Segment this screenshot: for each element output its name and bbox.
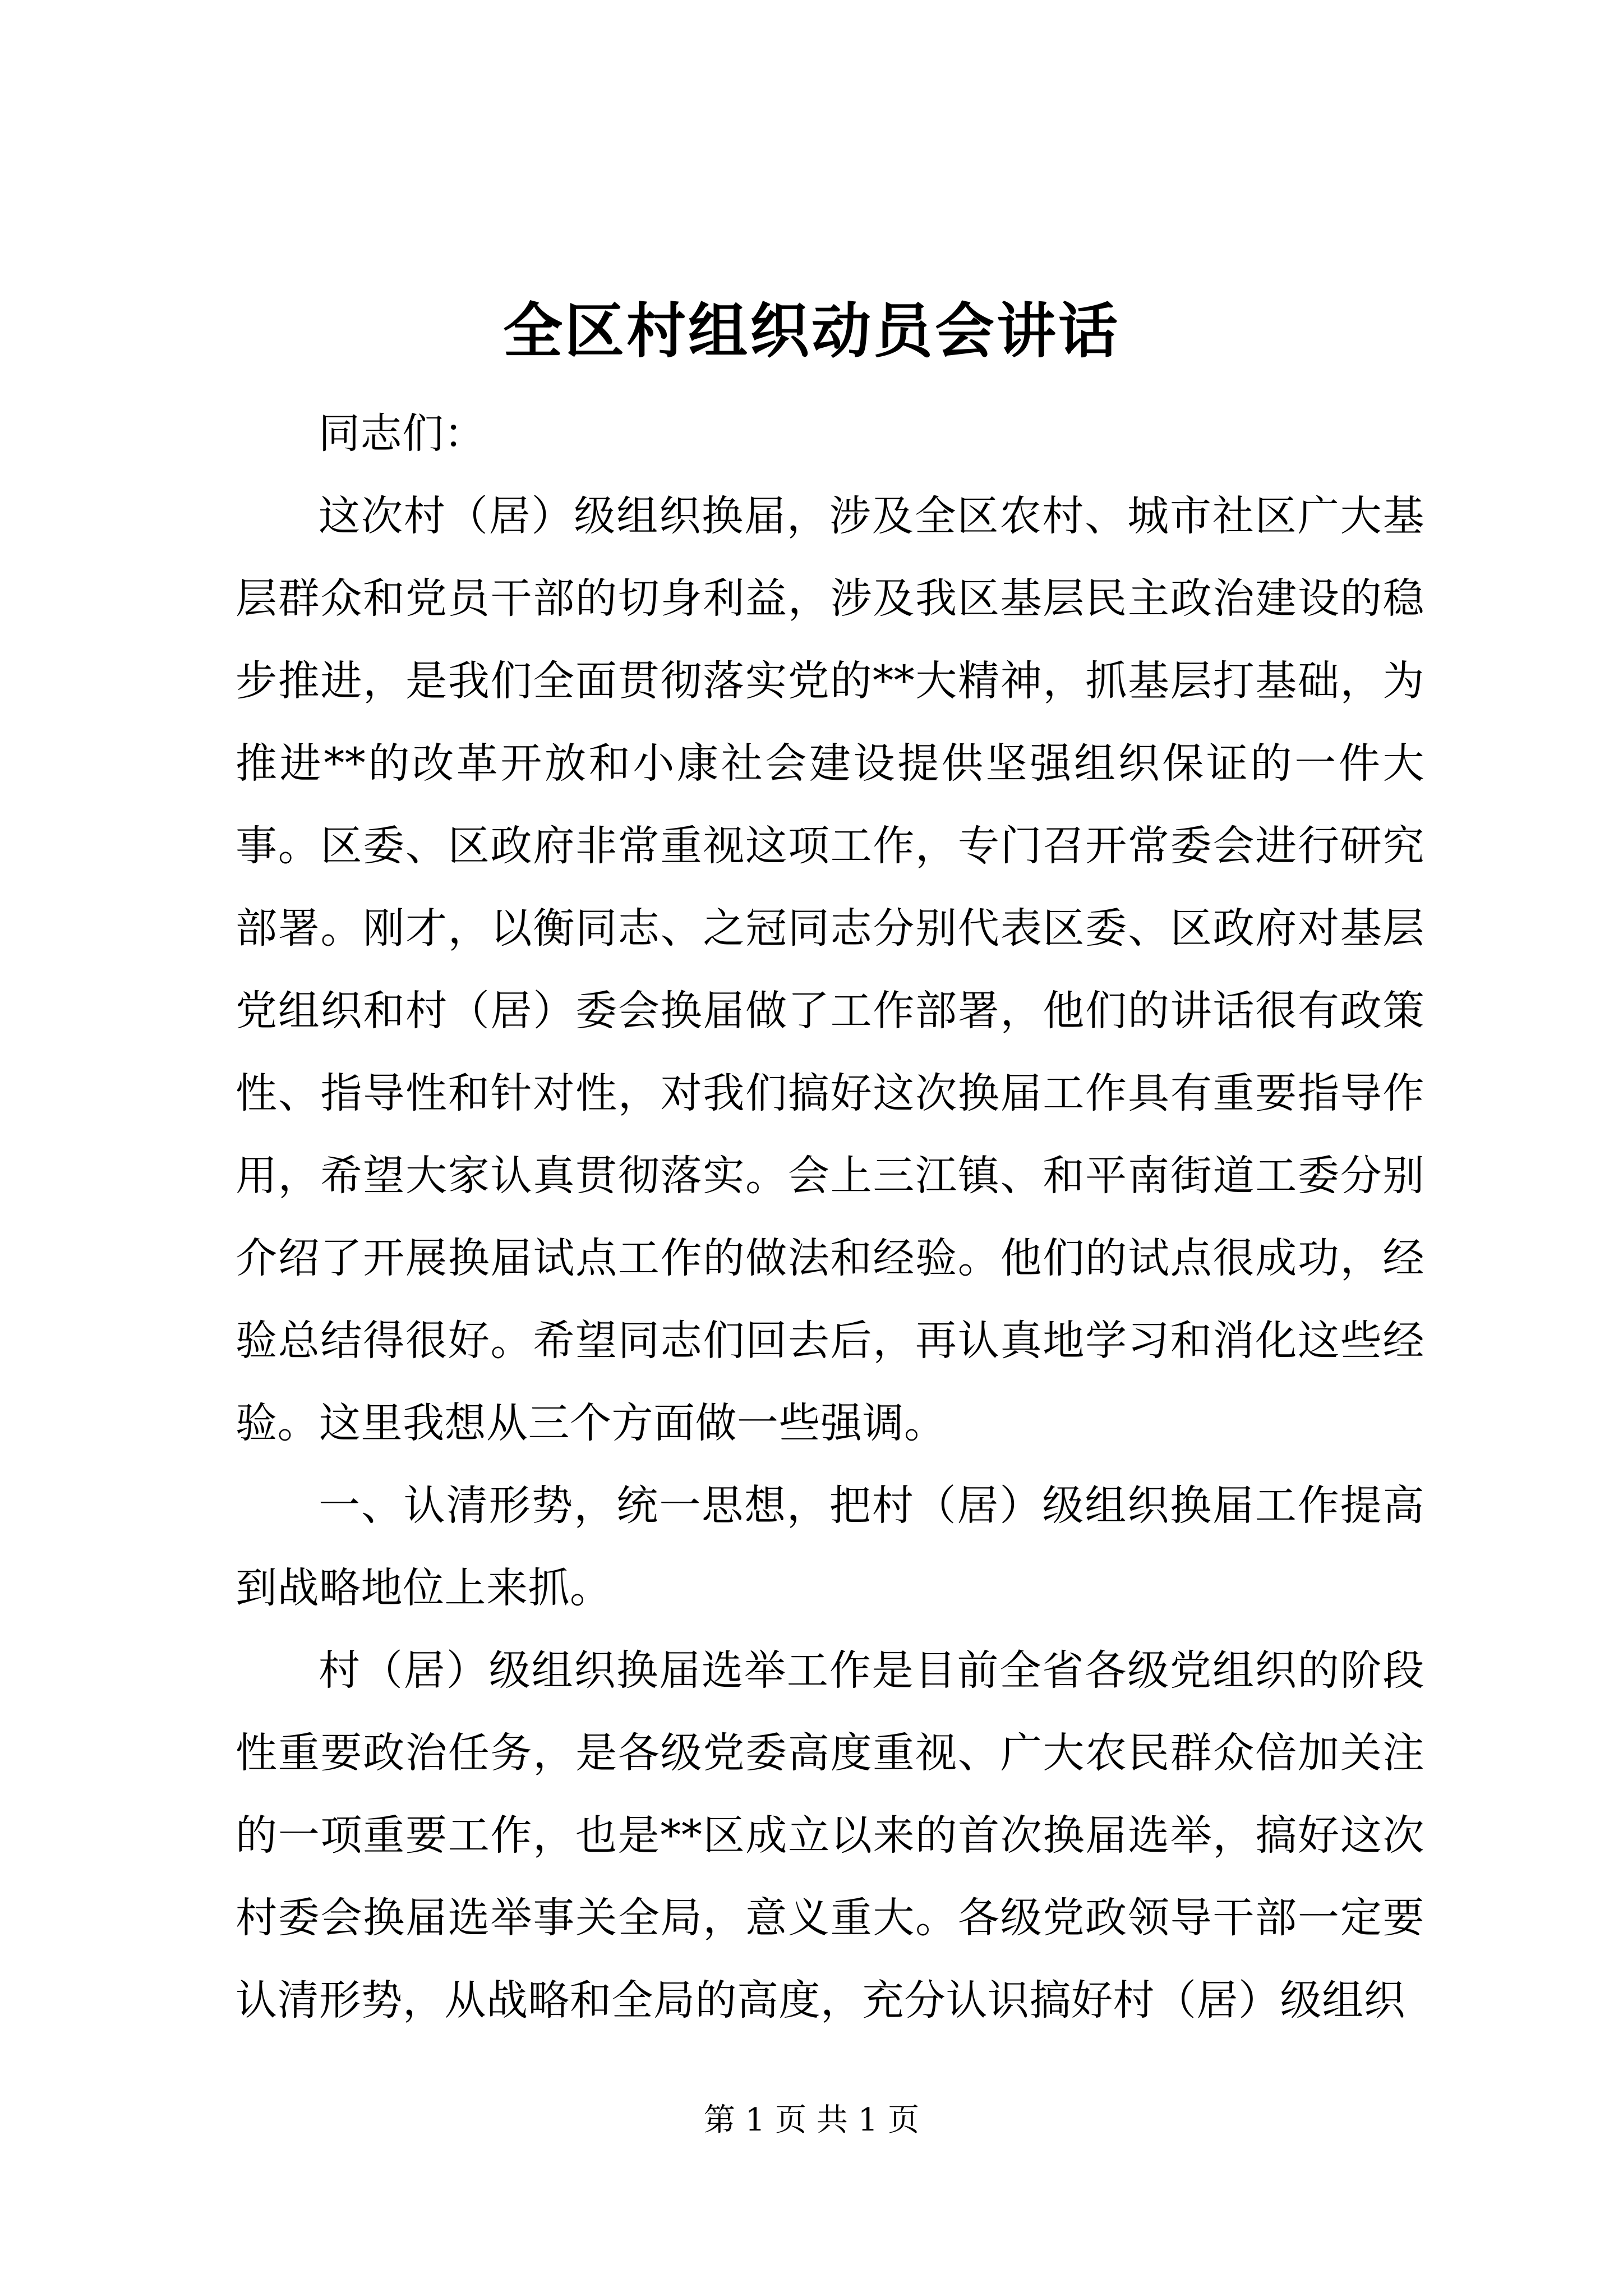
paragraph-salutation: 同志们： [319, 409, 486, 458]
document-body [236, 393, 1424, 2042]
paragraph-intro: 这次村（居）级组织换届，涉及全区农村、城市社区广大基层群众和党员干部的切身利益，涉及我区基层民主政治建设的稳步推进，是我们全面贯彻落实党的**大精神，抓基层打基础，为推进**的改革开放和小康社会建设提供坚强组织保证的一件大事。区委、区政府非常重视这项工作，专门召开常委会进行研究部署。刚才，以衡同志、之冠同志分别代表区委、区政府对基层党组织和村（居）委会换届做了工作部署，他们的讲话很有政策性、指导性和针对性，对我们搞好这次换届工作具有重要指导作用，希望大家认真贯彻落实。会上三江镇、和平南街道工委分别介绍了开展换届试点工作的做法和经验。他们的试点很成功，经验总结得很好。希望同志们回去后，再认真地学习和消化这些经验。这里我想从三个方面做一些强调。 [236, 492, 1424, 1447]
paragraph-section-heading-1: 一、认清形势，统一思想，把村（居）级组织换届工作提高到战略地位上来抓。 [236, 1481, 1424, 1612]
document-title: 全区村组织动员会讲话 [503, 296, 1120, 366]
paragraph-section-1-body: 村（居）级组织换届选举工作是目前全省各级党组织的阶段性重要政治任务，是各级党委高度重视、广大农民群众倍加关注的一项重要工作，也是**区成立以来的首次换届选举，搞好这次村委会换届选举事关全局，意义重大。各级党政领导干部一定要认清形势，从战略和全局的高度，充分认识搞好村（居）级组织 [236, 1646, 1424, 2024]
page-footer: 第 1 页 共 1 页 [703, 2102, 920, 2138]
